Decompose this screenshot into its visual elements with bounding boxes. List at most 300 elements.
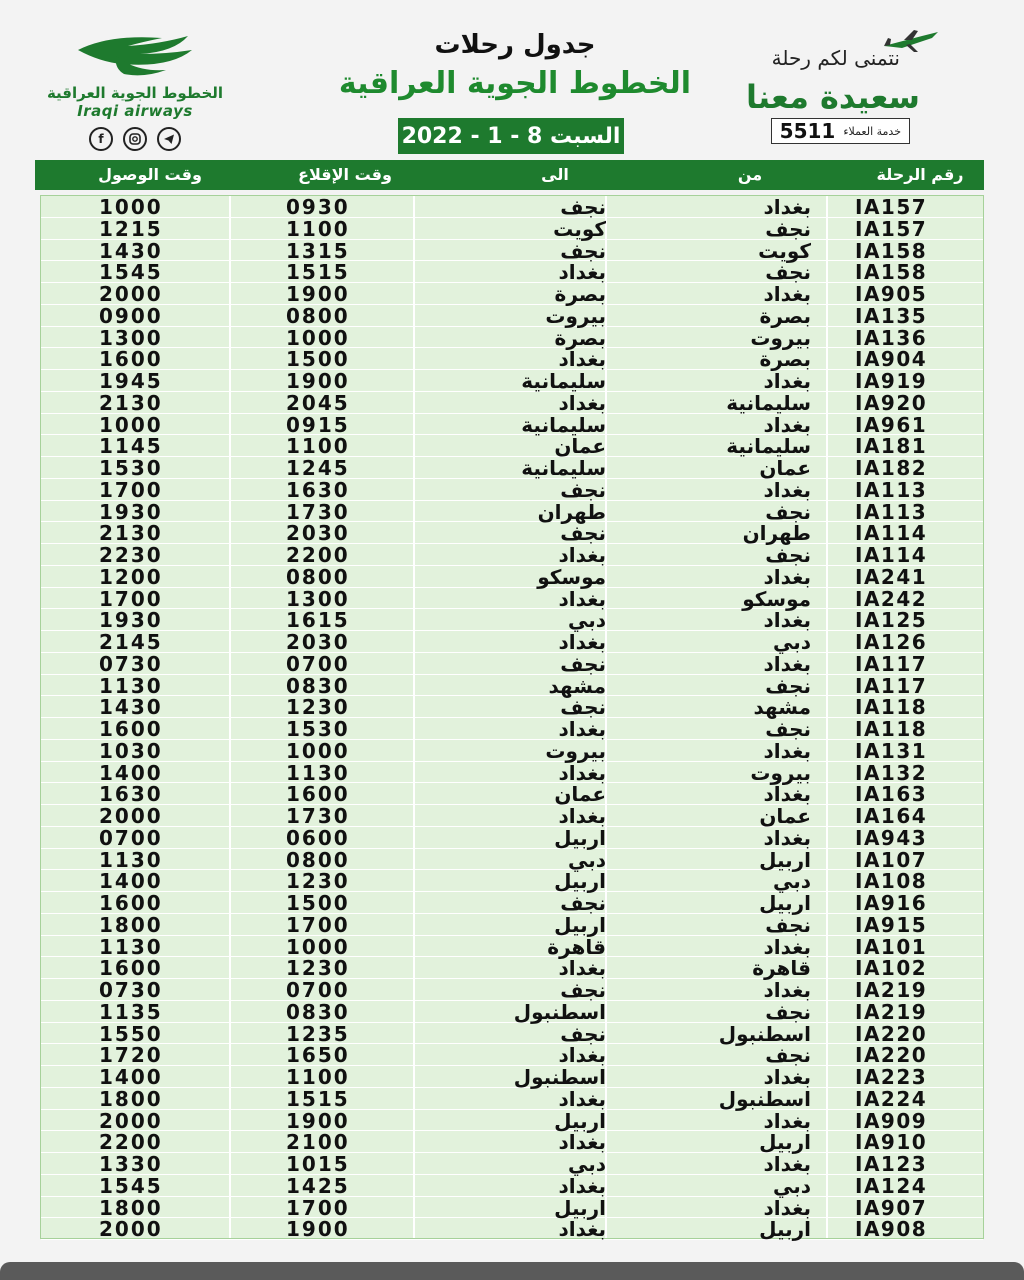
facebook-icon[interactable]: f (89, 127, 113, 151)
table-header (35, 160, 984, 190)
origin-cell: بغداد (763, 825, 811, 850)
table-row (41, 218, 983, 240)
table-row (41, 1088, 983, 1110)
arrival-time-cell: 1700 (99, 586, 163, 611)
arrival-time-cell: 1700 (99, 477, 163, 502)
departure-time-cell: 0830 (286, 673, 350, 698)
destination-cell: اسطنبول (513, 999, 606, 1024)
brand-english-name: Iraqi airways (77, 102, 193, 120)
arrival-time-cell: 1600 (99, 956, 163, 981)
table-row (41, 1175, 983, 1197)
departure-time-cell: 0700 (286, 651, 350, 676)
destination-cell: اربيل (554, 1195, 606, 1220)
flight-number-cell: IA157 (855, 216, 928, 241)
arrival-time-cell: 2230 (99, 543, 163, 567)
table-row (41, 370, 983, 392)
arrival-time-cell: 1800 (99, 1086, 163, 1111)
destination-cell: عمان (554, 782, 606, 807)
destination-cell: اربيل (554, 1108, 606, 1133)
table-row (41, 1197, 983, 1219)
arrival-time-cell: 1600 (99, 891, 163, 915)
arrival-time-cell: 2200 (99, 1130, 163, 1155)
departure-time-cell: 1230 (286, 956, 350, 981)
arrival-time-cell: 1800 (99, 1195, 163, 1220)
origin-cell: بغداد (763, 1065, 811, 1089)
flight-number-cell: IA219 (855, 978, 928, 1002)
origin-cell: نجف (765, 260, 811, 285)
flight-number-cell: IA158 (855, 238, 928, 263)
departure-time-cell: 1000 (286, 325, 350, 350)
flight-number-cell: IA182 (855, 456, 928, 480)
flight-number-cell: IA124 (855, 1173, 928, 1198)
origin-cell: بصرة (759, 347, 811, 372)
destination-cell: بغداد (558, 543, 606, 567)
table-row (41, 675, 983, 697)
origin-cell: اسطنبول (718, 1086, 811, 1111)
table-row (41, 1023, 983, 1045)
table-row (41, 1110, 983, 1132)
arrival-time-cell: 1130 (99, 673, 163, 698)
arrival-time-cell: 1135 (99, 999, 163, 1024)
table-row (41, 261, 983, 283)
arrival-time-cell: 1030 (99, 738, 163, 763)
table-row (41, 1153, 983, 1175)
flight-number-cell: IA224 (855, 1086, 928, 1111)
flight-number-cell: IA125 (855, 608, 928, 633)
destination-cell: بغداد (558, 260, 606, 285)
arrival-time-cell: 1300 (99, 325, 163, 350)
arrival-time-cell: 0730 (99, 978, 163, 1002)
origin-cell: بغداد (763, 282, 811, 306)
flight-number-cell: IA108 (855, 869, 928, 894)
arrival-time-cell: 2000 (99, 282, 163, 306)
departure-time-cell: 0800 (286, 564, 350, 589)
departure-time-cell: 2030 (286, 630, 350, 654)
table-row (41, 479, 983, 501)
destination-cell: بغداد (558, 390, 606, 415)
arrival-time-cell: 1400 (99, 869, 163, 894)
table-row (41, 979, 983, 1001)
flight-number-cell: IA904 (855, 347, 928, 372)
origin-cell: نجف (765, 543, 811, 567)
destination-cell: نجف (560, 521, 606, 546)
origin-cell: بغداد (763, 369, 811, 393)
departure-time-cell: 1100 (286, 216, 350, 241)
flight-number-cell: IA905 (855, 282, 928, 306)
flight-number-cell: IA113 (855, 477, 928, 502)
customer-service-number: 5511 (779, 119, 836, 143)
table-row (41, 240, 983, 262)
title-line-1: جدول رحلات (434, 30, 596, 60)
table-row (41, 283, 983, 305)
brand-logo (40, 28, 230, 151)
origin-cell: نجف (765, 999, 811, 1024)
arrival-time-cell: 1800 (99, 912, 163, 937)
departure-time-cell: 0915 (286, 412, 350, 437)
origin-cell: بغداد (763, 1152, 811, 1176)
destination-cell: سليمانية (521, 456, 606, 480)
origin-cell: بغداد (763, 978, 811, 1002)
origin-cell: اربيل (759, 1217, 811, 1242)
departure-time-cell: 1600 (286, 782, 350, 807)
flight-number-cell: IA157 (855, 195, 928, 219)
arrival-time-cell: 2130 (99, 521, 163, 546)
flight-number-cell: IA919 (855, 369, 928, 393)
flight-number-cell: IA123 (855, 1152, 928, 1176)
destination-cell: قاهرة (547, 934, 606, 959)
origin-cell: بصرة (759, 303, 811, 328)
departure-time-cell: 1015 (286, 1152, 350, 1176)
origin-cell: كويت (758, 238, 811, 263)
origin-cell: نجف (765, 717, 811, 741)
table-row (41, 805, 983, 827)
departure-time-cell: 1300 (286, 586, 350, 611)
flight-number-cell: IA114 (855, 543, 928, 567)
table-row (41, 566, 983, 588)
table-row (41, 1218, 983, 1240)
destination-cell: بيروت (545, 303, 606, 328)
flight-number-cell: IA223 (855, 1065, 928, 1089)
destination-cell: نجف (560, 695, 606, 720)
flight-number-cell: IA242 (855, 586, 928, 611)
origin-cell: سليمانية (726, 434, 811, 459)
departure-time-cell: 2030 (286, 521, 350, 546)
destination-cell: اربيل (554, 869, 606, 894)
departure-time-cell: 1000 (286, 738, 350, 763)
origin-cell: نجف (765, 216, 811, 241)
origin-cell: اسطنبول (718, 1021, 811, 1046)
flight-number-cell: IA219 (855, 999, 928, 1024)
destination-cell: دبي (567, 608, 606, 633)
arrival-time-cell: 1545 (99, 260, 163, 285)
origin-cell: اربيل (759, 1130, 811, 1155)
wish-highlight: سعيدة معنا (745, 78, 920, 116)
flight-number-cell: IA943 (855, 825, 928, 850)
arrival-time-cell: 1400 (99, 1065, 163, 1089)
origin-cell: بيروت (750, 760, 811, 785)
destination-cell: نجف (560, 195, 606, 219)
destination-cell: اسطنبول (513, 1065, 606, 1089)
origin-cell: بغداد (763, 477, 811, 502)
title-line-2: الخطوط الجوية العراقية (338, 66, 692, 101)
departure-time-cell: 0800 (286, 303, 350, 328)
origin-cell: دبي (772, 869, 811, 894)
destination-cell: نجف (560, 1021, 606, 1046)
flight-number-cell: IA961 (855, 412, 928, 437)
arrival-time-cell: 1930 (99, 608, 163, 633)
arrival-time-cell: 0900 (99, 303, 163, 328)
departure-time-cell: 1700 (286, 1195, 350, 1220)
origin-cell: بغداد (763, 564, 811, 589)
origin-cell: طهران (742, 521, 811, 546)
destination-cell: بغداد (558, 1130, 606, 1155)
origin-cell: بغداد (763, 412, 811, 437)
destination-cell: بغداد (558, 760, 606, 785)
destination-cell: بغداد (558, 1217, 606, 1242)
origin-cell: بغداد (763, 738, 811, 763)
arrival-time-cell: 1215 (99, 216, 163, 241)
departure-time-cell: 0700 (286, 978, 350, 1002)
departure-time-cell: 1900 (286, 369, 350, 393)
arrival-time-cell: 2000 (99, 1217, 163, 1242)
flight-number-cell: IA101 (855, 934, 928, 959)
destination-cell: دبي (567, 1152, 606, 1176)
arrival-time-cell: 1400 (99, 760, 163, 785)
flight-number-cell: IA241 (855, 564, 928, 589)
wish-line: نتمنى لكم رحلة (771, 46, 900, 70)
flight-number-cell: IA907 (855, 1195, 928, 1220)
table-row (41, 783, 983, 805)
table-row (41, 1066, 983, 1088)
departure-time-cell: 1650 (286, 1043, 350, 1068)
flight-number-cell: IA910 (855, 1130, 928, 1155)
arrival-time-cell: 1130 (99, 934, 163, 959)
table-row (41, 718, 983, 740)
flight-number-cell: IA181 (855, 434, 928, 459)
departure-time-cell: 2045 (286, 390, 350, 415)
flight-number-cell: IA163 (855, 782, 928, 807)
arrival-time-cell: 2130 (99, 390, 163, 415)
table-row (41, 957, 983, 979)
destination-cell: نجف (560, 891, 606, 915)
destination-cell: بغداد (558, 1043, 606, 1068)
origin-cell: بغداد (763, 651, 811, 676)
origin-cell: نجف (765, 673, 811, 698)
table-row (41, 653, 983, 675)
arrival-time-cell: 1130 (99, 847, 163, 872)
table-row (41, 544, 983, 566)
destination-cell: عمان (554, 434, 606, 459)
table-row (41, 522, 983, 544)
table-row (41, 392, 983, 414)
destination-cell: نجف (560, 651, 606, 676)
table-row (41, 696, 983, 718)
arrival-time-cell: 1930 (99, 499, 163, 524)
departure-time-cell: 0600 (286, 825, 350, 850)
table-row (41, 501, 983, 523)
header-arrival: وقت الوصول (98, 165, 202, 184)
departure-time-cell: 1700 (286, 912, 350, 937)
destination-cell: موسكو (537, 564, 606, 589)
departure-time-cell: 1530 (286, 717, 350, 741)
flights-table (40, 195, 984, 1242)
origin-cell: عمان (759, 456, 811, 480)
table-row (41, 457, 983, 479)
arrival-time-cell: 1945 (99, 369, 163, 393)
departure-time-cell: 1130 (286, 760, 350, 785)
table-row (41, 588, 983, 610)
departure-time-cell: 2100 (286, 1130, 350, 1155)
departure-time-cell: 0800 (286, 847, 350, 872)
table-row (41, 870, 983, 892)
destination-cell: بغداد (558, 717, 606, 741)
arrival-time-cell: 1630 (99, 782, 163, 807)
departure-time-cell: 1100 (286, 1065, 350, 1089)
departure-time-cell: 1900 (286, 282, 350, 306)
bottom-bar (0, 1262, 1024, 1280)
table-row (41, 936, 983, 958)
destination-cell: بيروت (545, 738, 606, 763)
flight-number-cell: IA915 (855, 912, 928, 937)
origin-cell: بيروت (750, 325, 811, 350)
schedule-title (330, 30, 700, 104)
departure-time-cell: 1730 (286, 499, 350, 524)
table-row (41, 827, 983, 849)
table-row (41, 609, 983, 631)
table-row (41, 305, 983, 327)
table-row (41, 327, 983, 349)
origin-cell: قاهرة (752, 956, 811, 981)
flight-number-cell: IA135 (855, 303, 928, 328)
flight-number-cell: IA118 (855, 717, 928, 741)
flight-number-cell: IA136 (855, 325, 928, 350)
destination-cell: نجف (560, 477, 606, 502)
instagram-icon[interactable] (123, 127, 147, 151)
arrival-time-cell: 1545 (99, 1173, 163, 1198)
table-row (41, 740, 983, 762)
destination-cell: بصرة (554, 325, 606, 350)
destination-cell: سليمانية (521, 369, 606, 393)
departure-time-cell: 1425 (286, 1173, 350, 1198)
departure-time-cell: 1515 (286, 260, 350, 285)
arrival-time-cell: 2145 (99, 630, 163, 654)
arrival-time-cell: 1430 (99, 695, 163, 720)
flight-number-cell: IA113 (855, 499, 928, 524)
arrival-time-cell: 1530 (99, 456, 163, 480)
telegram-icon[interactable] (157, 127, 181, 151)
departure-time-cell: 1245 (286, 456, 350, 480)
departure-time-cell: 0830 (286, 999, 350, 1024)
arrival-time-cell: 1600 (99, 717, 163, 741)
origin-cell: عمان (759, 804, 811, 828)
arrival-time-cell: 1330 (99, 1152, 163, 1176)
destination-cell: كويت (553, 216, 606, 241)
flight-number-cell: IA220 (855, 1021, 928, 1046)
flight-number-cell: IA164 (855, 804, 928, 828)
table-row (41, 1131, 983, 1153)
destination-cell: بغداد (558, 586, 606, 611)
destination-cell: دبي (567, 847, 606, 872)
brand-arabic-name: الخطوط الجوية العراقية (46, 84, 224, 102)
table-row (41, 435, 983, 457)
origin-cell: نجف (765, 499, 811, 524)
flight-number-cell: IA158 (855, 260, 928, 285)
schedule-date: السبت 8 - 1 - 2022 (398, 118, 624, 154)
origin-cell: بغداد (763, 1108, 811, 1133)
departure-time-cell: 1230 (286, 869, 350, 894)
origin-cell: موسكو (742, 586, 811, 611)
destination-cell: بغداد (558, 1173, 606, 1198)
table-row (41, 892, 983, 914)
flight-rows (41, 196, 983, 1240)
origin-cell: نجف (765, 1043, 811, 1068)
departure-time-cell: 1900 (286, 1217, 350, 1242)
flight-number-cell: IA126 (855, 630, 928, 654)
flight-number-cell: IA909 (855, 1108, 928, 1133)
origin-cell: بغداد (763, 1195, 811, 1220)
table-row (41, 631, 983, 653)
arrival-time-cell: 1720 (99, 1043, 163, 1068)
origin-cell: اربيل (759, 891, 811, 915)
table-row (41, 348, 983, 370)
flight-number-cell: IA908 (855, 1217, 928, 1242)
departure-time-cell: 2200 (286, 543, 350, 567)
departure-time-cell: 1235 (286, 1021, 350, 1046)
destination-cell: نجف (560, 978, 606, 1002)
origin-cell: بغداد (763, 608, 811, 633)
flight-number-cell: IA132 (855, 760, 928, 785)
departure-time-cell: 1900 (286, 1108, 350, 1133)
origin-cell: سليمانية (726, 390, 811, 415)
origin-cell: بغداد (763, 195, 811, 219)
flight-number-cell: IA117 (855, 673, 928, 698)
flight-number-cell: IA118 (855, 695, 928, 720)
origin-cell: بغداد (763, 782, 811, 807)
header-flight-number: رقم الرحلة (876, 165, 964, 184)
origin-cell: دبي (772, 1173, 811, 1198)
departure-time-cell: 1515 (286, 1086, 350, 1111)
destination-cell: بغداد (558, 630, 606, 654)
arrival-time-cell: 1000 (99, 195, 163, 219)
arrival-time-cell: 0730 (99, 651, 163, 676)
arrival-time-cell: 1200 (99, 564, 163, 589)
flight-number-cell: IA107 (855, 847, 928, 872)
table-row (41, 1001, 983, 1023)
departure-time-cell: 1615 (286, 608, 350, 633)
flight-number-cell: IA220 (855, 1043, 928, 1068)
arrival-time-cell: 0700 (99, 825, 163, 850)
origin-cell: اربيل (759, 847, 811, 872)
arrival-time-cell: 1600 (99, 347, 163, 372)
departure-time-cell: 1230 (286, 695, 350, 720)
destination-cell: بغداد (558, 804, 606, 828)
destination-cell: بصرة (554, 282, 606, 306)
flight-number-cell: IA117 (855, 651, 928, 676)
flight-number-cell: IA920 (855, 390, 928, 415)
destination-cell: بغداد (558, 347, 606, 372)
customer-service-label: خدمة العملاء (843, 124, 901, 138)
arrival-time-cell: 2000 (99, 804, 163, 828)
arrival-time-cell: 1550 (99, 1021, 163, 1046)
destination-cell: بغداد (558, 956, 606, 981)
header-to: الى (541, 165, 569, 184)
destination-cell: مشهد (548, 673, 606, 698)
table-row (41, 849, 983, 871)
table-row (41, 1044, 983, 1066)
destination-cell: سليمانية (521, 412, 606, 437)
arrival-time-cell: 1000 (99, 412, 163, 437)
table-row (41, 414, 983, 436)
flight-number-cell: IA114 (855, 521, 928, 546)
flight-number-cell: IA102 (855, 956, 928, 981)
departure-time-cell: 1630 (286, 477, 350, 502)
destination-cell: اربيل (554, 825, 606, 850)
arrival-time-cell: 1430 (99, 238, 163, 263)
destination-cell: طهران (537, 499, 606, 524)
departure-time-cell: 1500 (286, 891, 350, 915)
destination-cell: بغداد (558, 1086, 606, 1111)
header-from: من (737, 165, 763, 184)
arrival-time-cell: 1145 (99, 434, 163, 459)
arrival-time-cell: 2000 (99, 1108, 163, 1133)
origin-cell: مشهد (753, 695, 811, 720)
departure-time-cell: 1315 (286, 238, 350, 263)
origin-cell: بغداد (763, 934, 811, 959)
flight-number-cell: IA916 (855, 891, 928, 915)
table-row (41, 196, 983, 218)
origin-cell: نجف (765, 912, 811, 937)
origin-cell: دبي (772, 630, 811, 654)
